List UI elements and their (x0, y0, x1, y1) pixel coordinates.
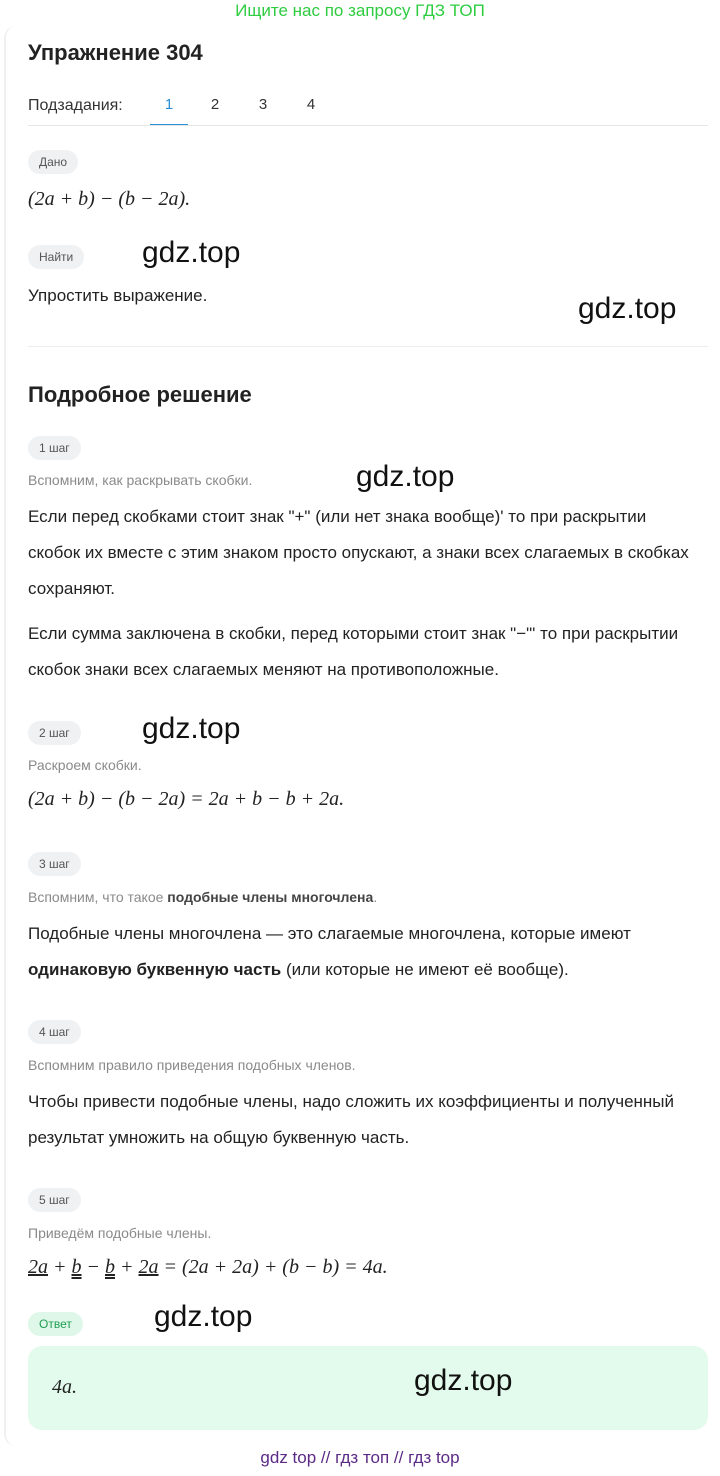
step1-hint: Вспомним, как раскрывать скобки. (28, 472, 253, 488)
step2-expression: (2a + b) − (b − 2a) = 2a + b − b + 2a. (28, 788, 345, 810)
step5-badge: 5 шаг (28, 1188, 81, 1212)
step3-hint (28, 889, 377, 905)
step3-hint-suffix: . (373, 889, 378, 905)
step4-badge: 4 шаг (28, 1020, 81, 1044)
find-badge: Найти (28, 245, 84, 269)
watermark: gdz.top (142, 236, 241, 269)
tab-subtask-4[interactable]: 4 (306, 96, 316, 113)
subtasks-divider (28, 125, 708, 126)
find-text: Упростить выражение. (28, 286, 208, 305)
step3-text-prefix: Подобные члены многочлена — это слагаемые многочлена, которые имеют (28, 924, 631, 943)
term-b-double-underlined: b (71, 1256, 82, 1278)
promo-banner[interactable]: Ищите нас по запросу ГДЗ ТОП (235, 1, 485, 20)
tab-subtask-3[interactable]: 3 (258, 96, 268, 113)
op-plus: + (48, 1256, 72, 1278)
given-badge: Дано (28, 150, 78, 174)
step4-hint: Вспомним правило приведения подобных членов. (28, 1057, 356, 1073)
step1-paragraph-1: Если перед скобками стоит знак "+" (или нет знака вообще)' то при раскрытии скобок их вместе с этим знаком просто опускают, а знаки всех слагаемых в скобках сохраняют. (28, 507, 689, 598)
step4-paragraph: Чтобы привести подобные члены, надо сложить их коэффициенты и полученный результат умножить на общую буквенную часть. (28, 1092, 675, 1147)
tab-subtask-2[interactable]: 2 (210, 96, 220, 113)
step3-text-suffix: (или которые не имеют её вообще). (281, 960, 569, 979)
step3-badge: 3 шаг (28, 852, 81, 876)
solution-title: Подробное решение (28, 382, 252, 407)
step3-paragraph (28, 916, 700, 988)
page-title: Упражнение 304 (28, 40, 203, 65)
watermark: gdz.top (142, 712, 241, 745)
watermark: gdz.top (578, 292, 677, 325)
watermark: gdz.top (414, 1364, 513, 1397)
section-divider (28, 346, 708, 347)
given-expression: (2a + b) − (b − 2a). (28, 188, 191, 210)
op-minus: − (81, 1256, 105, 1278)
expression-result: = (2a + 2a) + (b − b) = 4a. (158, 1256, 388, 1278)
watermark: gdz.top (154, 1300, 253, 1333)
answer-value: 4a. (52, 1376, 77, 1398)
step5-hint: Приведём подобные члены. (28, 1225, 212, 1241)
term-2a-underlined: 2a (28, 1256, 48, 1278)
term-b-double-underlined: b (105, 1256, 115, 1278)
answer-badge: Ответ (28, 1312, 83, 1336)
step2-badge: 2 шаг (28, 721, 81, 745)
step1-badge: 1 шаг (28, 436, 81, 460)
subtasks-label: Подзадания: (28, 97, 123, 114)
footer-links[interactable]: gdz top // гдз топ // гдз top (260, 1448, 460, 1467)
subtasks-bar (28, 94, 708, 126)
step3-hint-bold: подобные члены многочлена (167, 889, 374, 905)
step3-text-bold: одинаковую буквенную часть (28, 960, 282, 979)
op-plus: + (115, 1256, 139, 1278)
step1-paragraph-2: Если сумма заключена в скобки, перед которыми стоит знак "−"' то при раскрытии скобок знаки всех слагаемых меняют на противоположные. (28, 624, 679, 679)
step2-hint: Раскроем скобки. (28, 757, 142, 773)
tab-subtask-1[interactable]: 1 (150, 94, 188, 126)
step3-hint-prefix: Вспомним, что такое (28, 889, 168, 905)
term-2a-underlined: 2a (138, 1256, 159, 1278)
answer-box (28, 1346, 708, 1430)
step5-expression (28, 1256, 388, 1279)
watermark: gdz.top (356, 460, 455, 493)
